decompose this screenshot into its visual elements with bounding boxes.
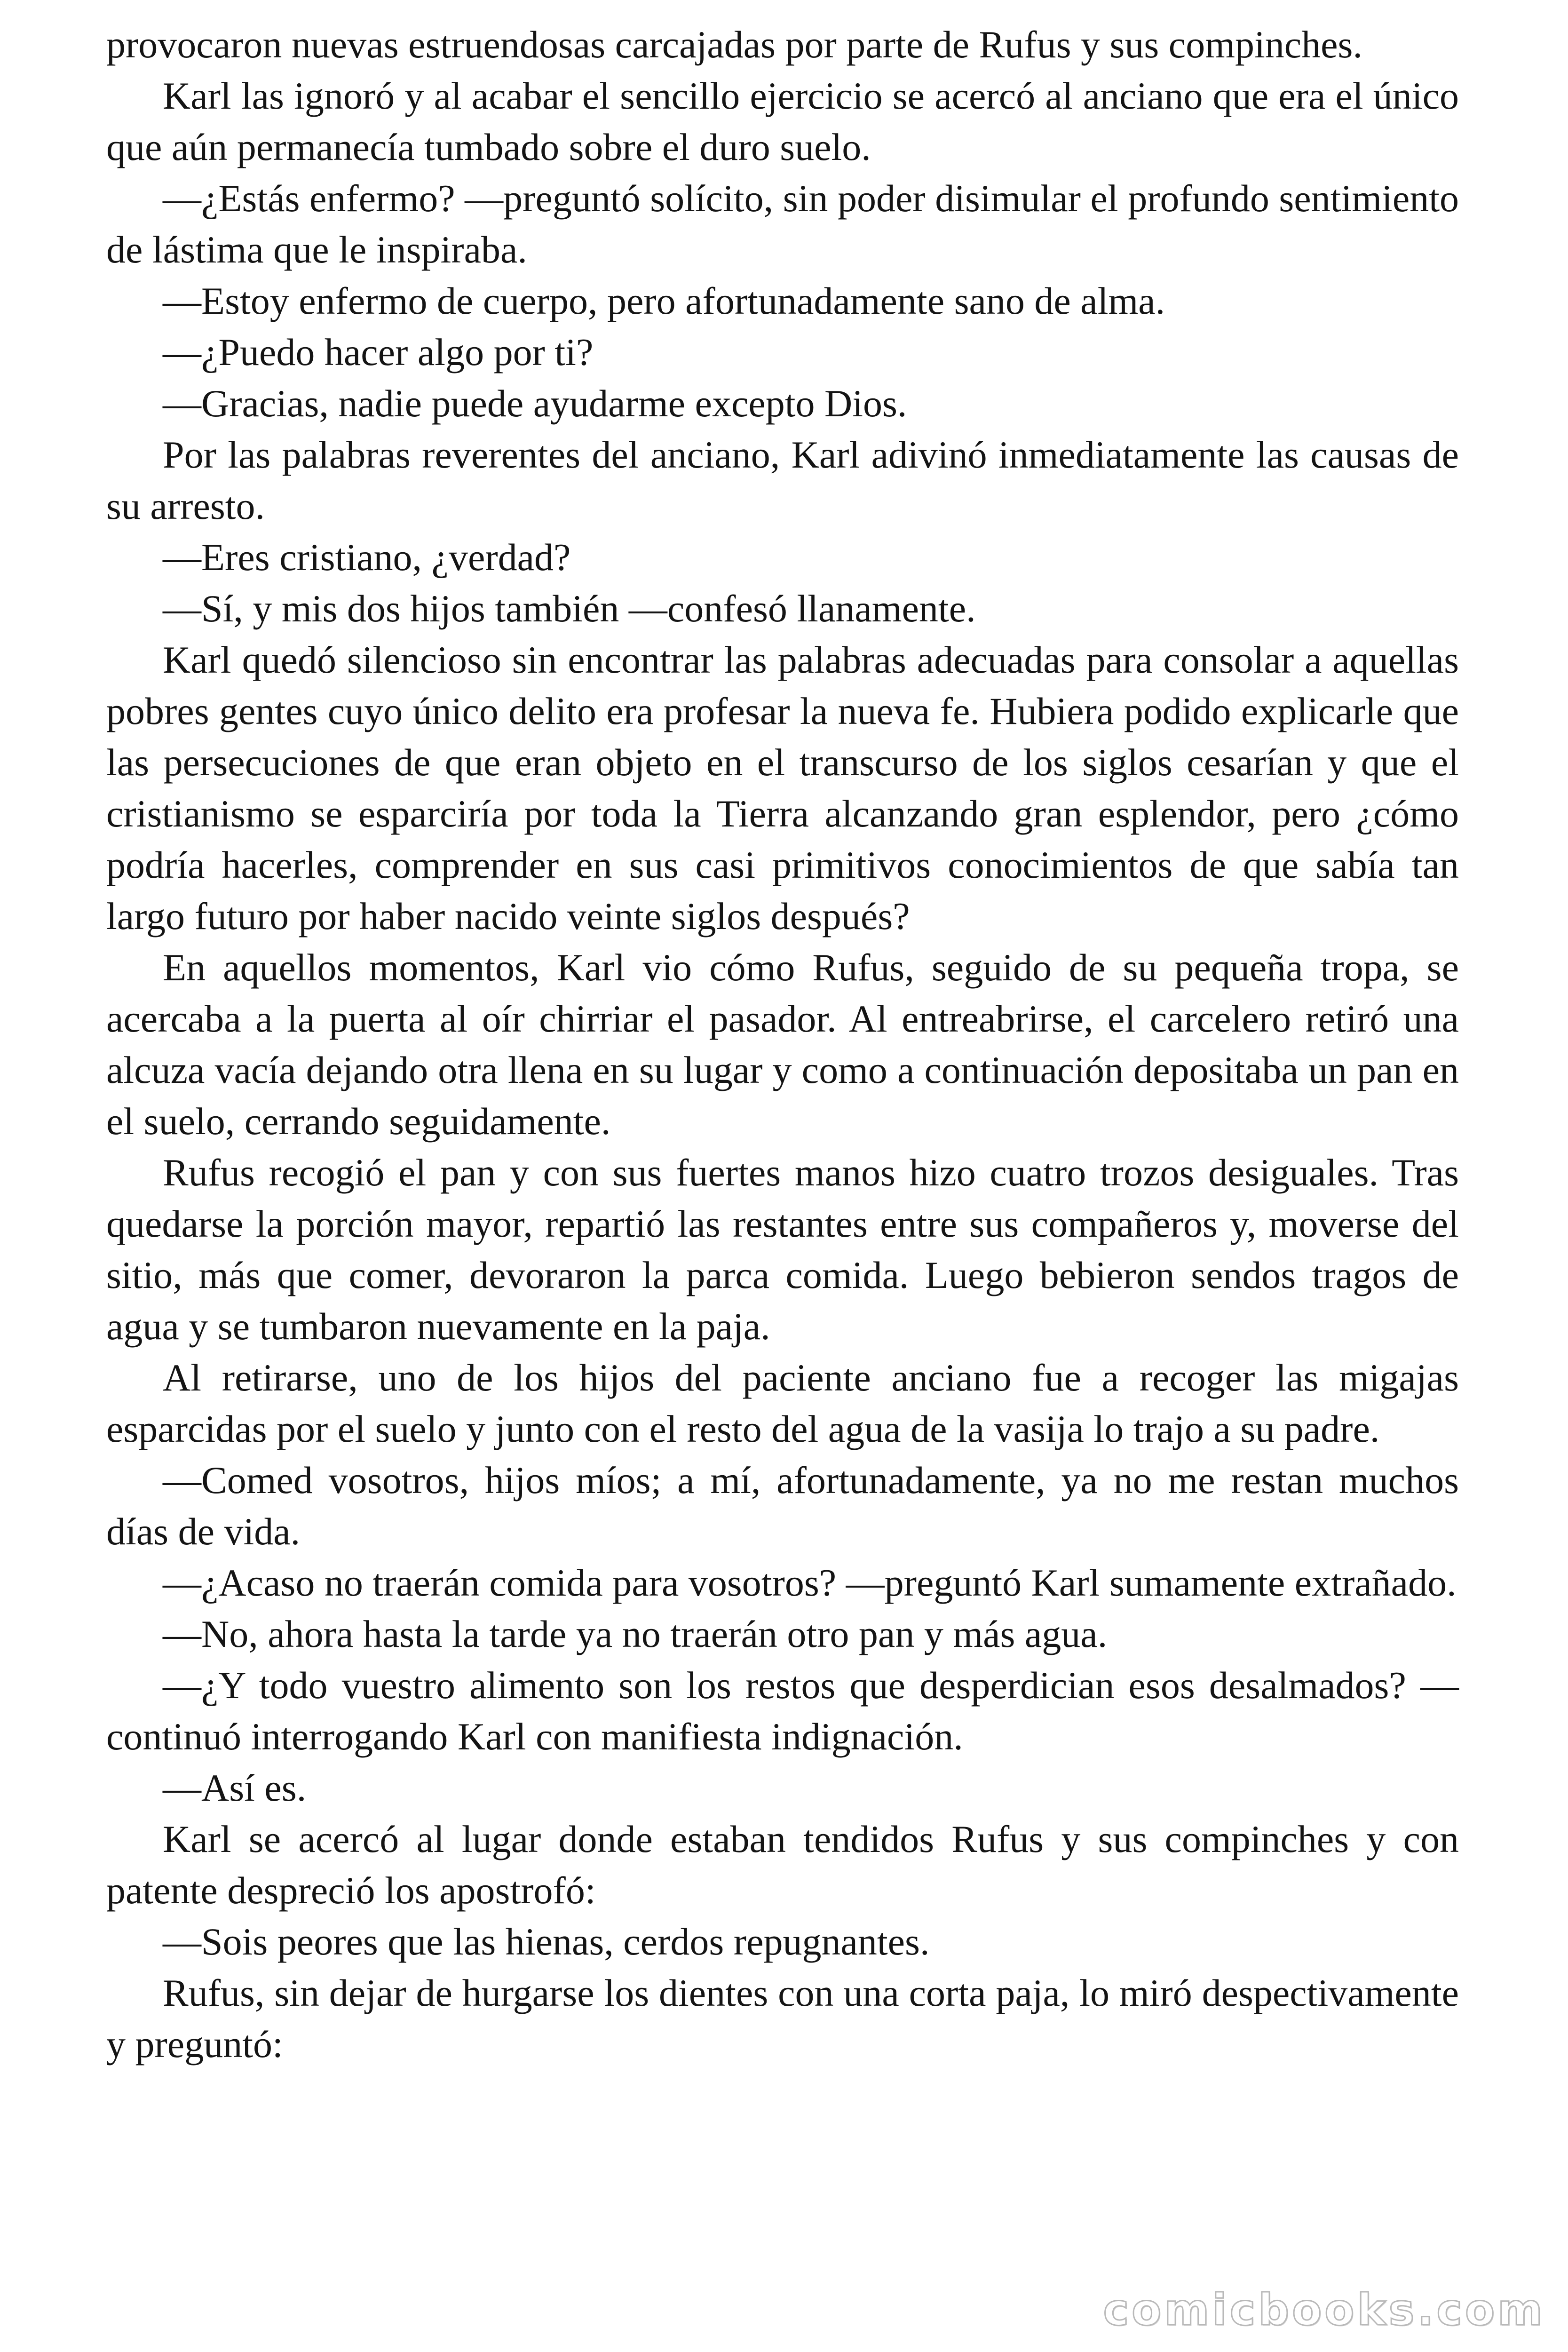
- paragraph: Karl se acercó al lugar donde estaban tendidos Rufus y sus compinches y con patente despreció los apostrofó:: [106, 1818, 1459, 1912]
- paragraph: —¿Y todo vuestro alimento son los restos que desperdician esos desalmados? —continuó interrogando Karl con manifiesta indignación.: [106, 1664, 1459, 1758]
- paragraph: —Gracias, nadie puede ayudarme excepto Dios.: [163, 382, 907, 425]
- text-column: [106, 19, 1459, 2070]
- paragraph: Al retirarse, uno de los hijos del paciente anciano fue a recoger las migajas esparcidas por el suelo y junto con el resto del agua de la vasija lo trajo a su padre.: [106, 1356, 1459, 1450]
- paragraph: Rufus recogió el pan y con sus fuertes manos hizo cuatro trozos desiguales. Tras quedarse la porción mayor, repartió las restantes entre sus compañeros y, moverse del sitio, más que comer, devoraron la parca comida. Luego bebieron sendos tragos de agua y se tumbaron nuevamente en la paja.: [106, 1151, 1459, 1348]
- paragraph: Karl las ignoró y al acabar el sencillo ejercicio se acercó al anciano que era el único que aún permanecía tumbado sobre el duro suelo.: [106, 74, 1459, 168]
- paragraph: —No, ahora hasta la tarde ya no traerán otro pan y más agua.: [163, 1613, 1108, 1655]
- paragraph: Por las palabras reverentes del anciano, Karl adivinó inmediatamente las causas de su arresto.: [106, 433, 1459, 527]
- book-page: [106, 19, 1459, 2314]
- paragraph: provocaron nuevas estruendosas carcajadas por parte de Rufus y sus compinches.: [106, 23, 1362, 66]
- paragraph: —Así es.: [163, 1766, 307, 1809]
- paragraph: —Eres cristiano, ¿verdad?: [163, 536, 571, 579]
- paragraph: Rufus, sin dejar de hurgarse los dientes con una corta paja, lo miró despectivamente y preguntó:: [106, 1971, 1459, 2066]
- paragraph: En aquellos momentos, Karl vio cómo Rufus, seguido de su pequeña tropa, se acercaba a la puerta al oír chirriar el pasador. Al entreabrirse, el carcelero retiró una alcuza vacía dejando otra llena en su lugar y como a continuación depositaba un pan en el suelo, cerrando seguidamente.: [106, 946, 1459, 1143]
- paragraph: —Sois peores que las hienas, cerdos repugnantes.: [163, 1920, 930, 1963]
- paragraph: —¿Acaso no traerán comida para vosotros? —preguntó Karl sumamente extrañado.: [163, 1561, 1457, 1604]
- paragraph: —Comed vosotros, hijos míos; a mí, afortunadamente, ya no me restan muchos días de vida.: [106, 1459, 1459, 1553]
- paragraph: —Estoy enfermo de cuerpo, pero afortunadamente sano de alma.: [163, 279, 1165, 322]
- paragraph: —Sí, y mis dos hijos también —confesó llanamente.: [163, 587, 976, 630]
- paragraph: —¿Estás enfermo? —preguntó solícito, sin poder disimular el profundo sentimiento de lástima que le inspiraba.: [106, 177, 1459, 271]
- paragraph: Karl quedó silencioso sin encontrar las palabras adecuadas para consolar a aquellas pobres gentes cuyo único delito era profesar la nueva fe. Hubiera podido explicarle que las persecuciones de que eran objeto en el transcurso de los siglos cesarían y que el cristianismo se esparciría por toda la Tierra alcanzando gran esplendor, pero ¿cómo podría hacerles, comprender en sus casi primitivos conocimientos de que sabía tan largo futuro por haber nacido veinte siglos después?: [106, 638, 1459, 938]
- paragraph: —¿Puedo hacer algo por ti?: [163, 331, 594, 373]
- watermark: comicbooks.com: [1103, 2285, 1545, 2335]
